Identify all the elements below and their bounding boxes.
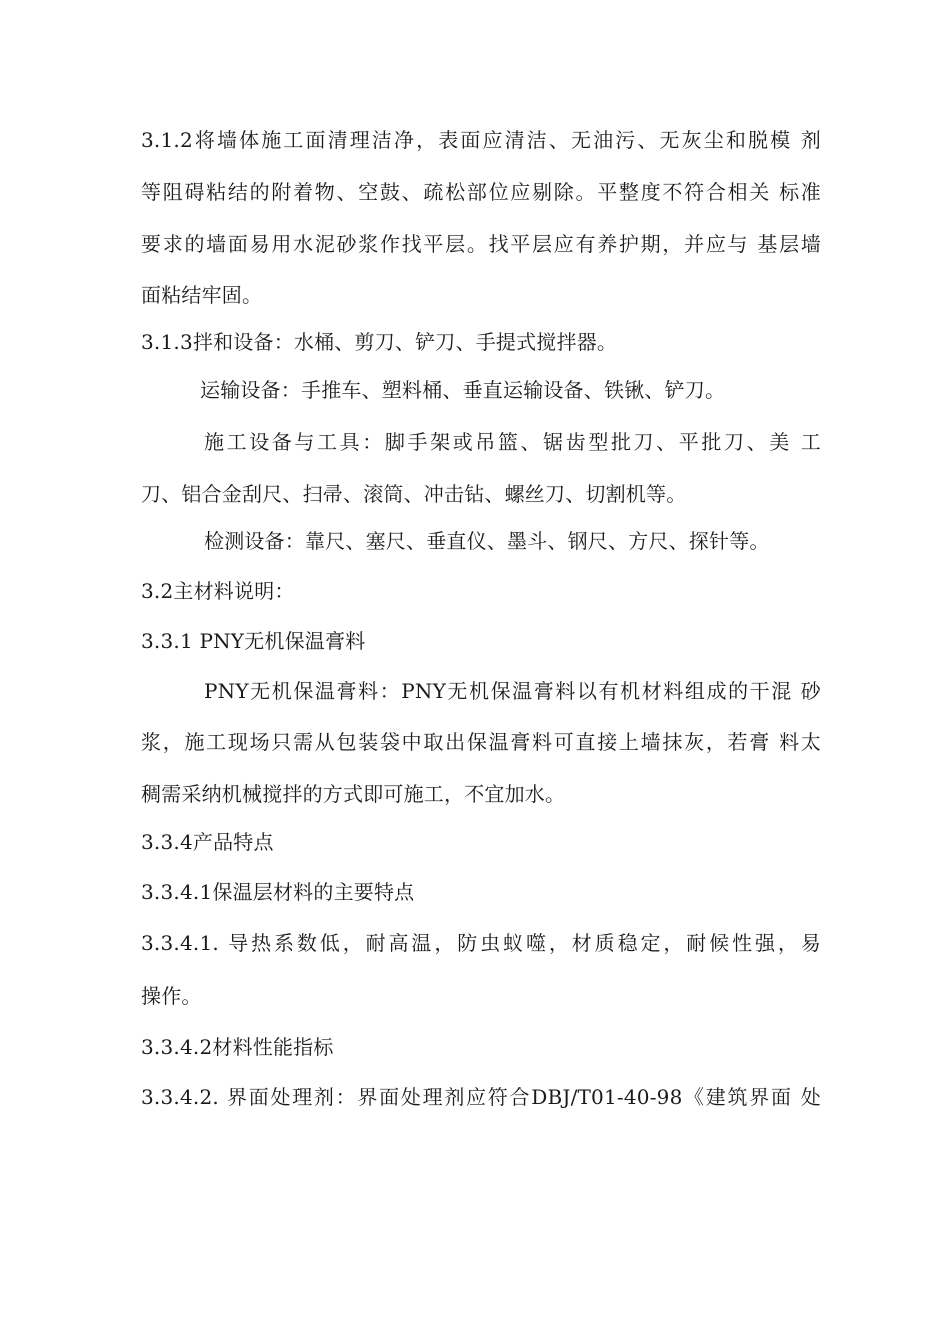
text-line: 面粘结牢固。 <box>141 283 263 307</box>
text-line: 3.1.2将墙体施工面清理洁净，表面应清洁、无油污、无灰尘和脱模 剂 <box>141 128 821 152</box>
text-line: 操作。 <box>141 984 202 1008</box>
text-line: 3.3.1 PNY无机保温膏料 <box>141 629 366 653</box>
text-line: 刀、铝合金刮尺、扫帚、滚筒、冲击钻、螺丝刀、切割机等。 <box>141 482 687 506</box>
text-line: 检测设备：靠尺、塞尺、垂直仪、墨斗、钢尺、方尺、探针等。 <box>204 529 770 553</box>
text-line: 3.3.4.2. 界面处理剂：界面处理剂应符合DBJ/T01-40-98《建筑界面 处 <box>141 1085 821 1109</box>
text-line: 施工设备与工具：脚手架或吊篮、锯齿型批刀、平批刀、美 工 <box>204 430 821 454</box>
text-line: 3.3.4.2材料性能指标 <box>141 1035 334 1059</box>
text-line: 等阻碍粘结的附着物、空鼓、疏松部位应剔除。平整度不符合相关 标准 <box>141 180 821 204</box>
text-line: 3.2主材料说明： <box>141 579 295 603</box>
text-line: 要求的墙面易用水泥砂浆作找平层。找平层应有养护期，并应与 基层墙 <box>141 232 821 256</box>
text-line: PNY无机保温膏料：PNY无机保温膏料以有机材料组成的干混 砂 <box>204 679 821 703</box>
text-line: 3.3.4.1保温层材料的主要特点 <box>141 880 415 904</box>
text-line: 运输设备：手推车、塑料桶、垂直运输设备、铁锹、铲刀。 <box>200 378 726 402</box>
text-line: 浆，施工现场只需从包装袋中取出保温膏料可直接上墙抹灰，若膏 料太 <box>141 730 821 754</box>
text-line: 稠需采纳机械搅拌的方式即可施工，不宜加水。 <box>141 782 566 806</box>
text-line: 3.3.4.1. 导热系数低，耐高温，防虫蚁噬，材质稳定，耐候性强，易 <box>141 931 821 955</box>
text-line: 3.3.4产品特点 <box>141 830 274 854</box>
text-line: 3.1.3拌和设备：水桶、剪刀、铲刀、手提式搅拌器。 <box>141 330 618 354</box>
